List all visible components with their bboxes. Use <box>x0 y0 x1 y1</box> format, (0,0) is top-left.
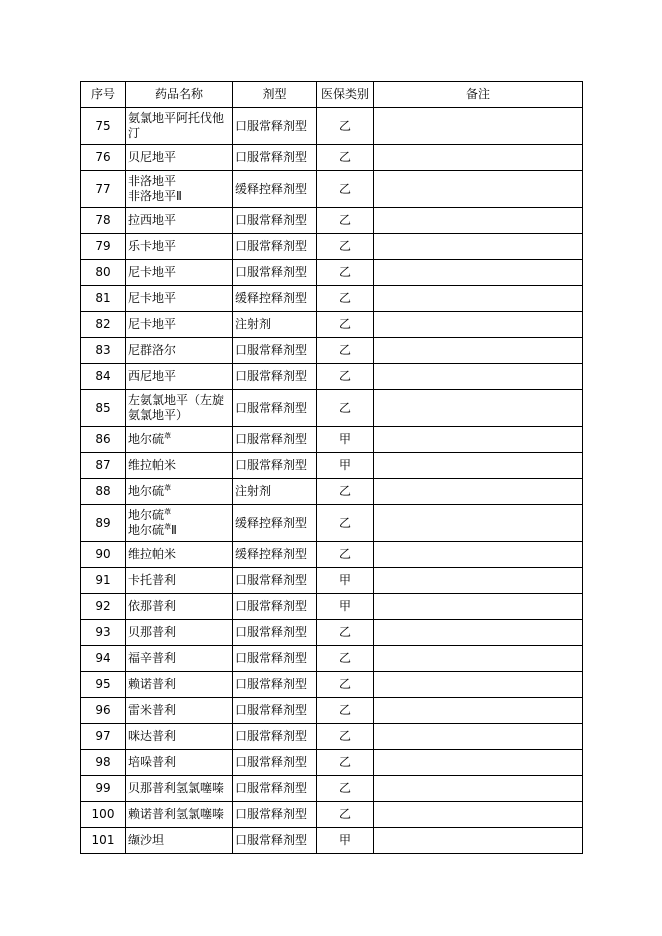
drug-name: 缬沙坦 <box>128 833 165 847</box>
table-row <box>81 260 583 286</box>
drug-name-cell <box>126 505 233 542</box>
row-number: 91 <box>81 568 126 594</box>
drug-name-line <box>128 343 230 358</box>
table-row <box>81 646 583 672</box>
remark-cell <box>374 338 583 364</box>
drug-name: 贝那普利 <box>128 625 177 639</box>
insurance-category-cell: 乙 <box>317 802 374 828</box>
remark-cell <box>374 776 583 802</box>
insurance-category-cell: 甲 <box>317 594 374 620</box>
insurance-category-cell: 乙 <box>317 750 374 776</box>
table-row <box>81 620 583 646</box>
insurance-category-cell: 乙 <box>317 364 374 390</box>
drug-name: 尼卡地平 <box>128 317 177 331</box>
row-number: 99 <box>81 776 126 802</box>
dosage-form-cell: 口服常释剂型 <box>233 750 317 776</box>
header-num: 序号 <box>81 82 126 108</box>
drug-name: 乐卡地平 <box>128 239 177 253</box>
drug-name-line-2 <box>128 523 230 538</box>
row-number: 83 <box>81 338 126 364</box>
table-row <box>81 724 583 750</box>
table-row <box>81 802 583 828</box>
table-row <box>81 542 583 568</box>
drug-name-2: 地尔硫 <box>128 523 165 537</box>
insurance-category-cell: 乙 <box>317 338 374 364</box>
drug-name-line <box>128 573 230 588</box>
drug-name-line <box>128 547 230 562</box>
dosage-form-cell: 口服常释剂型 <box>233 453 317 479</box>
insurance-category-cell: 乙 <box>317 286 374 312</box>
table-body <box>81 108 583 854</box>
row-number: 98 <box>81 750 126 776</box>
table-row <box>81 750 583 776</box>
remark-cell <box>374 802 583 828</box>
row-number: 88 <box>81 479 126 505</box>
remark-cell <box>374 145 583 171</box>
remark-cell <box>374 828 583 854</box>
remark-cell <box>374 108 583 145</box>
dosage-form-cell: 口服常释剂型 <box>233 698 317 724</box>
drug-name-line <box>128 781 230 796</box>
header-dosage-form: 剂型 <box>233 82 317 108</box>
drug-name-suffix-2: Ⅱ <box>171 523 177 537</box>
drug-name: 赖诺普利 <box>128 677 177 691</box>
dosage-form-cell: 口服常释剂型 <box>233 234 317 260</box>
drug-name-line <box>128 651 230 666</box>
row-number: 89 <box>81 505 126 542</box>
row-number: 82 <box>81 312 126 338</box>
dosage-form-cell: 口服常释剂型 <box>233 338 317 364</box>
drug-name: 雷米普利 <box>128 703 177 717</box>
drug-name: 地尔硫 <box>128 484 165 498</box>
dosage-form-cell: 口服常释剂型 <box>233 620 317 646</box>
remark-cell <box>374 453 583 479</box>
drug-name: 维拉帕米 <box>128 547 177 561</box>
row-number: 79 <box>81 234 126 260</box>
drug-name: 尼群洛尔 <box>128 343 177 357</box>
drug-name-cell <box>126 750 233 776</box>
drug-name-line <box>128 833 230 848</box>
drug-name-cell <box>126 234 233 260</box>
drug-name-line <box>128 807 230 822</box>
row-number: 85 <box>81 390 126 427</box>
dosage-form-cell: 缓释控释剂型 <box>233 505 317 542</box>
drug-name-cell <box>126 802 233 828</box>
row-number: 87 <box>81 453 126 479</box>
drug-name: 尼卡地平 <box>128 291 177 305</box>
drug-name: 地尔硫 <box>128 432 165 446</box>
row-number: 80 <box>81 260 126 286</box>
drug-name-cell <box>126 620 233 646</box>
drug-name-line <box>128 755 230 770</box>
drug-name-cell <box>126 672 233 698</box>
drug-name-line <box>128 369 230 384</box>
drug-name: 尼卡地平 <box>128 265 177 279</box>
row-number: 86 <box>81 427 126 453</box>
drug-name-mark: 䓬 <box>164 508 172 516</box>
remark-cell <box>374 171 583 208</box>
dosage-form-cell: 缓释控释剂型 <box>233 171 317 208</box>
table-row <box>81 672 583 698</box>
row-number: 78 <box>81 208 126 234</box>
dosage-form-cell: 口服常释剂型 <box>233 145 317 171</box>
insurance-category-cell: 乙 <box>317 698 374 724</box>
dosage-form-cell: 口服常释剂型 <box>233 828 317 854</box>
table-row <box>81 338 583 364</box>
dosage-form-cell: 口服常释剂型 <box>233 260 317 286</box>
drug-name: 咪达普利 <box>128 729 177 743</box>
drug-name-cell <box>126 108 233 145</box>
dosage-form-cell: 口服常释剂型 <box>233 568 317 594</box>
header-remark: 备注 <box>374 82 583 108</box>
drug-name-line <box>128 174 230 189</box>
row-number: 77 <box>81 171 126 208</box>
row-number: 96 <box>81 698 126 724</box>
drug-name-cell <box>126 208 233 234</box>
remark-cell <box>374 672 583 698</box>
dosage-form-cell: 注射剂 <box>233 479 317 505</box>
insurance-category-cell: 甲 <box>317 828 374 854</box>
remark-cell <box>374 427 583 453</box>
remark-cell <box>374 620 583 646</box>
drug-name-line <box>128 625 230 640</box>
table-row <box>81 286 583 312</box>
table-row <box>81 505 583 542</box>
row-number: 94 <box>81 646 126 672</box>
remark-cell <box>374 260 583 286</box>
table-row <box>81 479 583 505</box>
row-number: 93 <box>81 620 126 646</box>
drug-name-cell <box>126 568 233 594</box>
insurance-category-cell: 乙 <box>317 542 374 568</box>
dosage-form-cell: 口服常释剂型 <box>233 646 317 672</box>
drug-name: 地尔硫 <box>128 508 165 522</box>
remark-cell <box>374 542 583 568</box>
table-row <box>81 828 583 854</box>
drug-name-line <box>128 393 230 423</box>
drug-name-mark-2: 䓬 <box>164 523 172 531</box>
row-number: 76 <box>81 145 126 171</box>
insurance-category-cell: 乙 <box>317 479 374 505</box>
drug-name-cell <box>126 364 233 390</box>
dosage-form-cell: 口服常释剂型 <box>233 427 317 453</box>
drug-name-cell <box>126 390 233 427</box>
insurance-category-cell: 甲 <box>317 453 374 479</box>
table-row <box>81 427 583 453</box>
drug-name-cell <box>126 646 233 672</box>
drug-name: 氨氯地平阿托伐他汀 <box>128 111 225 140</box>
drug-name-cell <box>126 776 233 802</box>
drug-name: 卡托普利 <box>128 573 177 587</box>
insurance-category-cell: 甲 <box>317 427 374 453</box>
drug-name-line <box>128 599 230 614</box>
drug-name-line <box>128 265 230 280</box>
dosage-form-cell: 缓释控释剂型 <box>233 286 317 312</box>
drug-name-cell <box>126 145 233 171</box>
table-row <box>81 312 583 338</box>
drug-name-line <box>128 484 230 499</box>
table-row <box>81 698 583 724</box>
row-number: 95 <box>81 672 126 698</box>
insurance-category-cell: 乙 <box>317 646 374 672</box>
drug-name: 非洛地平 <box>128 174 177 188</box>
drug-name-line-2 <box>128 189 230 204</box>
drug-name: 培哚普利 <box>128 755 177 769</box>
drug-name-line <box>128 703 230 718</box>
drug-name: 贝那普利氢氯噻嗪 <box>128 781 225 795</box>
drug-name-2: 非洛地平Ⅱ <box>128 189 182 203</box>
remark-cell <box>374 594 583 620</box>
drug-name-line <box>128 432 230 447</box>
row-number: 97 <box>81 724 126 750</box>
remark-cell <box>374 364 583 390</box>
table-row <box>81 453 583 479</box>
dosage-form-cell: 口服常释剂型 <box>233 724 317 750</box>
drug-name-line <box>128 213 230 228</box>
row-number: 100 <box>81 802 126 828</box>
drug-name-cell <box>126 427 233 453</box>
row-number: 90 <box>81 542 126 568</box>
drug-name: 维拉帕米 <box>128 458 177 472</box>
insurance-category-cell: 乙 <box>317 171 374 208</box>
table-row <box>81 364 583 390</box>
dosage-form-cell: 口服常释剂型 <box>233 594 317 620</box>
table-row <box>81 108 583 145</box>
table-header-row <box>81 82 583 108</box>
table-row <box>81 234 583 260</box>
table-row <box>81 171 583 208</box>
drug-name: 依那普利 <box>128 599 177 613</box>
drug-name-cell <box>126 171 233 208</box>
row-number: 81 <box>81 286 126 312</box>
remark-cell <box>374 505 583 542</box>
remark-cell <box>374 479 583 505</box>
header-insurance-category: 医保类别 <box>317 82 374 108</box>
drug-name-line <box>128 111 230 141</box>
dosage-form-cell: 口服常释剂型 <box>233 390 317 427</box>
drug-name-line <box>128 239 230 254</box>
drug-name-cell <box>126 312 233 338</box>
insurance-category-cell: 乙 <box>317 108 374 145</box>
dosage-form-cell: 口服常释剂型 <box>233 364 317 390</box>
drug-name-line <box>128 150 230 165</box>
dosage-form-cell: 口服常释剂型 <box>233 208 317 234</box>
insurance-category-cell: 乙 <box>317 724 374 750</box>
remark-cell <box>374 286 583 312</box>
table-row <box>81 208 583 234</box>
table-row <box>81 568 583 594</box>
drug-name-cell <box>126 453 233 479</box>
remark-cell <box>374 750 583 776</box>
remark-cell <box>374 568 583 594</box>
dosage-form-cell: 口服常释剂型 <box>233 108 317 145</box>
remark-cell <box>374 208 583 234</box>
row-number: 84 <box>81 364 126 390</box>
drug-name-line <box>128 458 230 473</box>
drug-name-cell <box>126 594 233 620</box>
insurance-category-cell: 乙 <box>317 390 374 427</box>
remark-cell <box>374 234 583 260</box>
remark-cell <box>374 724 583 750</box>
remark-cell <box>374 390 583 427</box>
drug-name-mark: 䓬 <box>164 432 172 440</box>
remark-cell <box>374 698 583 724</box>
insurance-category-cell: 乙 <box>317 672 374 698</box>
drug-name-cell <box>126 479 233 505</box>
drug-name: 贝尼地平 <box>128 150 177 164</box>
dosage-form-cell: 口服常释剂型 <box>233 802 317 828</box>
drug-name-line <box>128 508 230 523</box>
insurance-category-cell: 乙 <box>317 260 374 286</box>
drug-list-table <box>80 81 583 854</box>
dosage-form-cell: 口服常释剂型 <box>233 672 317 698</box>
insurance-category-cell: 乙 <box>317 312 374 338</box>
remark-cell <box>374 646 583 672</box>
drug-name-cell <box>126 724 233 750</box>
drug-name: 赖诺普利氢氯噻嗪 <box>128 807 225 821</box>
table-row <box>81 594 583 620</box>
drug-name-line <box>128 317 230 332</box>
insurance-category-cell: 乙 <box>317 505 374 542</box>
remark-cell <box>374 312 583 338</box>
drug-name-cell <box>126 828 233 854</box>
insurance-category-cell: 乙 <box>317 208 374 234</box>
insurance-category-cell: 甲 <box>317 568 374 594</box>
row-number: 75 <box>81 108 126 145</box>
drug-name-line <box>128 729 230 744</box>
drug-name: 福辛普利 <box>128 651 177 665</box>
table-row <box>81 145 583 171</box>
drug-name: 左氨氯地平（左旋氨氯地平） <box>128 393 225 422</box>
drug-name-cell <box>126 542 233 568</box>
drug-name-line <box>128 677 230 692</box>
drug-name: 西尼地平 <box>128 369 177 383</box>
drug-name-line <box>128 291 230 306</box>
insurance-category-cell: 乙 <box>317 620 374 646</box>
header-drug-name: 药品名称 <box>126 82 233 108</box>
drug-name: 拉西地平 <box>128 213 177 227</box>
drug-name-cell <box>126 338 233 364</box>
drug-name-cell <box>126 286 233 312</box>
dosage-form-cell: 口服常释剂型 <box>233 776 317 802</box>
drug-name-cell <box>126 698 233 724</box>
row-number: 92 <box>81 594 126 620</box>
insurance-category-cell: 乙 <box>317 145 374 171</box>
insurance-category-cell: 乙 <box>317 234 374 260</box>
dosage-form-cell: 缓释控释剂型 <box>233 542 317 568</box>
drug-name-cell <box>126 260 233 286</box>
dosage-form-cell: 注射剂 <box>233 312 317 338</box>
drug-name-mark: 䓬 <box>164 484 172 492</box>
row-number: 101 <box>81 828 126 854</box>
table-row <box>81 390 583 427</box>
insurance-category-cell: 乙 <box>317 776 374 802</box>
table-row <box>81 776 583 802</box>
